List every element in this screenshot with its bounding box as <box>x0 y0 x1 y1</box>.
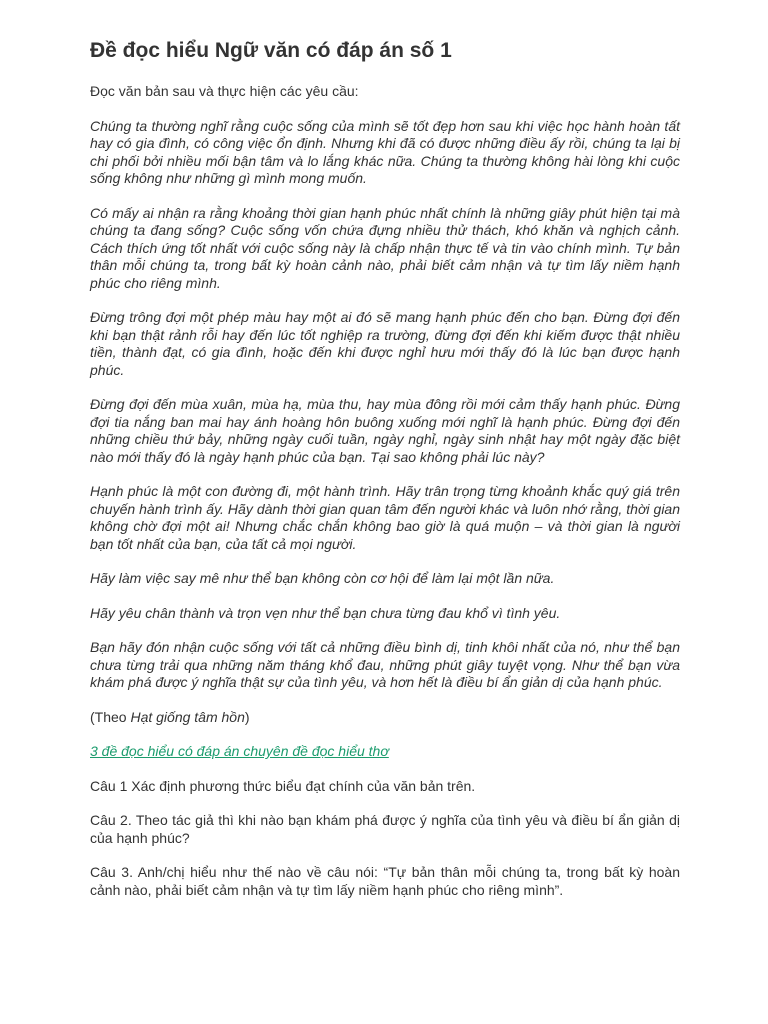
passage-paragraph-6: Hãy làm việc say mê như thể bạn không còn cơ hội để làm lại một lần nữa. <box>90 570 555 586</box>
related-link-paragraph <box>90 743 680 761</box>
question-1: Câu 1 Xác định phương thức biểu đạt chính của văn bản trên. <box>90 777 476 794</box>
page-title: Đề đọc hiểu Ngữ văn có đáp án số 1 <box>90 39 452 62</box>
source-citation <box>90 709 680 727</box>
source-book-title: Hạt giống tâm hồn <box>130 708 245 725</box>
related-article-link[interactable]: 3 đề đọc hiểu có đáp án chuyên đề đọc hiểu thơ <box>90 743 389 759</box>
passage-paragraph-1: Chúng ta thường nghĩ rằng cuộc sống của mình sẽ tốt đẹp hơn sau khi việc học hành hoàn tất hay có gia đình, có công việc ổn định. Nhưng khi đã có được những điều ấy rồi, chúng ta lại bị chi phối bởi nhiều mối bận tâm và lo lắng khác nữa. Chúng ta thường không hài lòng khi cuộc sống không như những gì mình mong muốn. <box>90 117 680 186</box>
instructions: Đọc văn bản sau và thực hiện các yêu cầu: <box>90 83 359 99</box>
article <box>90 0 680 899</box>
question-2: Câu 2. Theo tác giả thì khi nào bạn khám phá được ý nghĩa của tình yêu và điều bí ẩn giản dị của hạnh phúc? <box>90 812 680 846</box>
passage-paragraph-3: Đừng trông đợi một phép màu hay một ai đó sẽ mang hạnh phúc đến cho bạn. Đừng đợi đến khi bạn thật rảnh rỗi hay đến lúc tốt nghiệp ra trường, đừng đợi đến khi kiếm được thật nhiều tiền, thành đạt, có gia đình, hoặc đến khi được nghỉ hưu mới thấy đó là lúc bạn được hạnh phúc. <box>90 309 680 378</box>
passage-paragraph-4: Đừng đợi đến mùa xuân, mùa hạ, mùa thu, hay mùa đông rồi mới cảm thấy hạnh phúc. Đừng đợi tia nắng ban mai hay ánh hoàng hôn buông xuống mới nghĩ là hạnh phúc. Đừng đợi đến những chiều thứ bảy, những ngày cuối tuần, ngày nghỉ, ngày sinh nhật hay một ngày đặc biệt nào mới thấy đó là ngày hạnh phúc của bạn. Tại sao không phải lúc này? <box>90 396 680 465</box>
passage-paragraph-2: Có mấy ai nhận ra rằng khoảng thời gian hạnh phúc nhất chính là những giây phút hiện tại mà chúng ta đang sống? Cuộc sống vốn chứa đựng nhiều thử thách, khó khăn và nghịch cảnh. Cách thích ứng tốt nhất với cuộc sống này là chấp nhận thực tế và tin vào chính mình. Tự bản thân mỗi chúng ta, trong bất kỳ hoàn cảnh nào, phải biết cảm nhận và tự tìm lấy niềm hạnh phúc cho riêng mình. <box>90 204 680 291</box>
passage-paragraph-7: Hãy yêu chân thành và trọn vẹn như thể bạn chưa từng đau khổ vì tình yêu. <box>90 604 561 621</box>
source-prefix: (Theo <box>90 708 131 725</box>
source-suffix: ) <box>244 708 250 725</box>
question-3: Câu 3. Anh/chị hiểu như thế nào về câu nói: “Tự bản thân mỗi chúng ta, trong bất kỳ hoàn cảnh nào, phải biết cảm nhận và tự tìm lấy niềm hạnh phúc cho riêng mình”. <box>90 864 680 898</box>
passage-paragraph-8: Bạn hãy đón nhận cuộc sống với tất cả những điều bình dị, tinh khôi nhất của nó, như thể bạn chưa từng trải qua những năm tháng khổ đau, những phút giây tuyệt vọng. Như thể bạn vừa khám phá được ý nghĩa thật sự của tình yêu, và hơn hết là điều bí ẩn giản dị của hạnh phúc. <box>90 639 680 690</box>
passage-paragraph-5: Hạnh phúc là một con đường đi, một hành trình. Hãy trân trọng từng khoảnh khắc quý giá trên chuyến hành trình ấy. Hãy dành thời gian quan tâm đến người khác và luôn nhớ rằng, thời gian không chờ đợi một ai! Nhưng chắc chắn không bao giờ là quá muộn – và thời gian là người bạn tốt nhất của bạn, của tất cả mọi người. <box>90 483 680 552</box>
